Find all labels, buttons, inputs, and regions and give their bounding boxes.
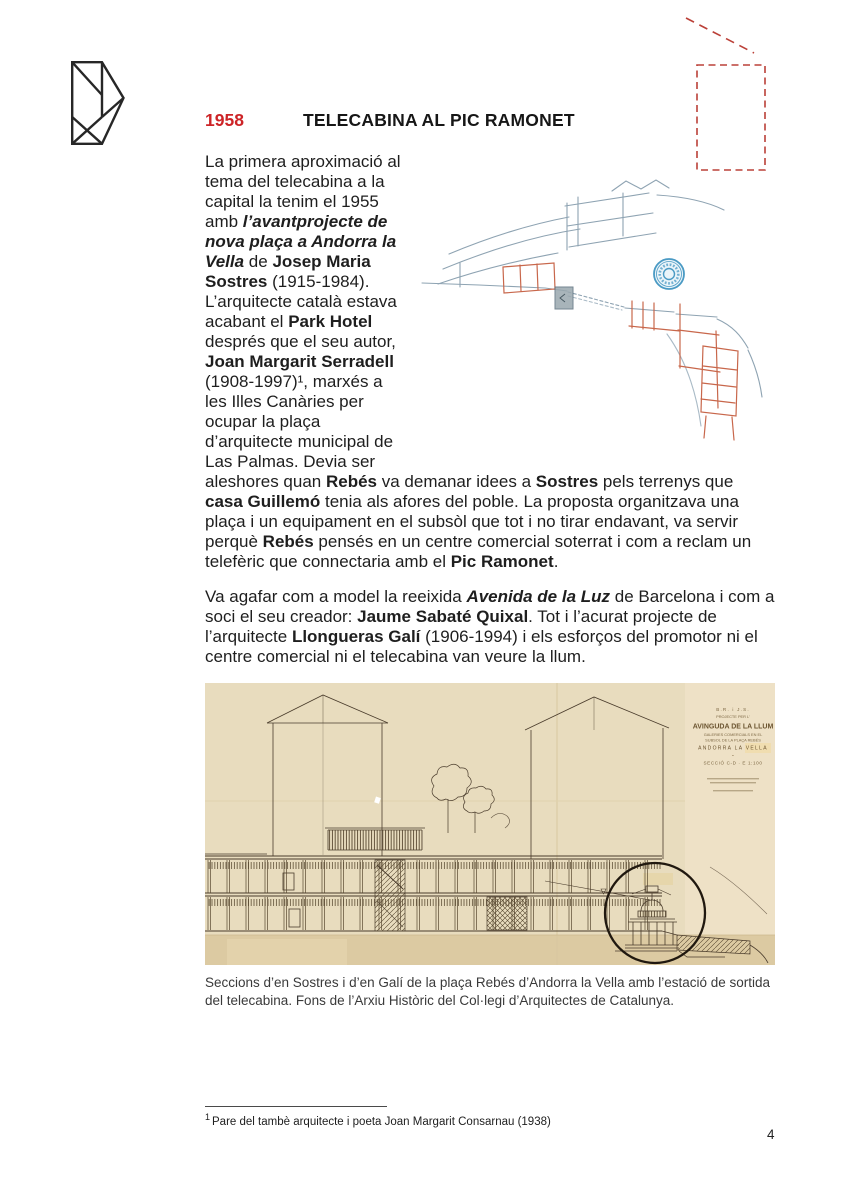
page-title: TELECABINA AL PIC RAMONET [303,110,575,130]
article-body [205,152,775,1009]
section-heading [205,110,775,131]
plan-title-line4: GALERIES COMERCIALS EN EL [703,732,763,737]
year-label: 1958 [205,110,244,130]
telecabina-sketch-image [417,176,775,454]
footnote-text: Pare del tambè arquitecte i poeta Joan Margarit Consarnau (1938) [212,1115,551,1128]
plan-title-line7: • [732,752,734,758]
page-number: 4 [767,1127,775,1142]
footnote-rule [205,1106,387,1107]
sketch-figure [417,176,775,454]
figure-caption: Seccions d’en Sostres i d’en Galí de la plaça Rebés d’Andorra la Vella amb l’estació de sortida del telecabina. Fons de l’Arxiu Històric del Col·legi d’Arquitectes de Catalunya. [205,975,771,1008]
plan-title-line1: B.R. i J.S. [716,707,750,712]
plan-title-line5: SUBSOL DE LA PLAÇA REBÉS [705,737,761,743]
plan-title-line3: AVINGUDA DE LA LLUM [692,723,774,731]
footnote-marker: 1 [205,1112,211,1122]
plan-title-line2: PROJECTE PER L’ [716,714,750,719]
architects-logo-icon [71,61,129,145]
plan-title-line8: SECCIÓ C-D · E 1:100 [703,760,763,766]
circular-stamp-icon [654,259,684,289]
paragraph-1: La primera aproximació al tema del telecabina a la capital la tenim el 1955 amb l’avantprojecte de nova plaça a Andorra la Vella de Josep Maria Sostres (1915-1984). L’arquitecte català estava acabant el Park Hotel després que el seu autor, Joan Margarit Serradell (1908-1997)¹, marxés a les Illes Canàries per ocupar la plaça d’arquitecte municipal de Las Palmas. Devia ser aleshores quan Rebés va demanar idees a Sostres pels terrenys que casa Guillemó tenia als afores del poble. La proposta organitzava una plaça i un equipament en el subsòl que tot i no tirar endavant, va servir perquè Rebés pensés en un centre comercial soterrat i com a reclam un telefèric que connectaria amb el Pic Ramonet. [205,152,752,571]
plan-title-line6: ANDORRA LA VELLA [698,745,768,752]
page-content [205,110,775,1009]
plan-scan-image [205,683,775,965]
plan-figure [205,683,775,965]
section-box [555,287,573,309]
paragraph-2: Va agafar com a model la reeixida Avenida de la Luz de Barcelona i com a soci el seu creador: Jaume Sabaté Quixal. Tot i l’acurat projecte de l’arquitecte Llongueras Galí (1906-1994) i els esforços del promotor ni el centre comercial ni el telecabina van veure la llum. [205,587,775,666]
footnote [205,1106,551,1128]
